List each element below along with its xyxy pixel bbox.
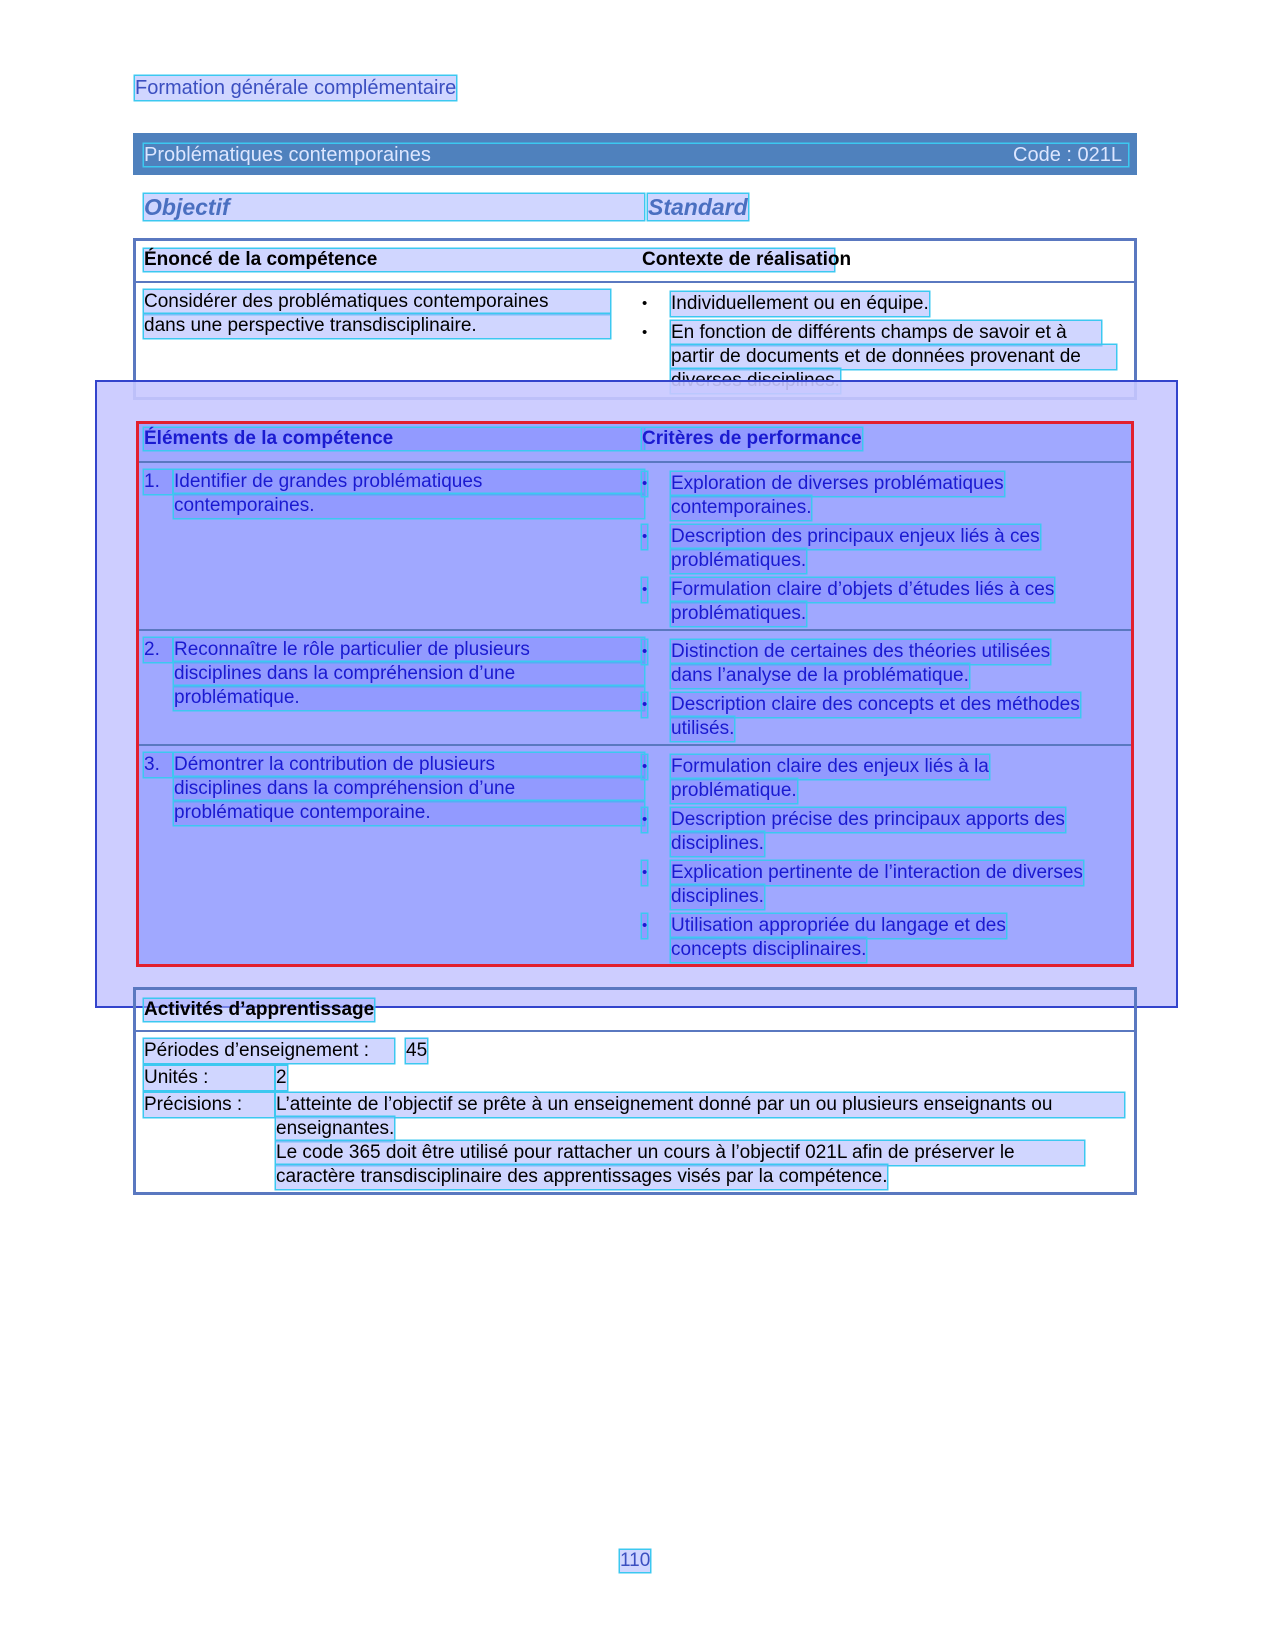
periods-label: Périodes d’enseignement :	[144, 1039, 394, 1063]
criteria-line: contemporaines.	[671, 497, 812, 518]
element-line: problématique.	[174, 686, 644, 710]
criteria-line: Explication pertinente de l’interaction de diverses	[671, 862, 1083, 883]
element-line: disciplines dans la compréhension d’une	[174, 662, 644, 686]
element-line: contemporaines.	[174, 494, 644, 518]
criteria-bullet: •	[642, 861, 647, 885]
precisions-label: Précisions :	[144, 1093, 274, 1117]
enonce-line-1: Considérer des problématiques contemporaines	[144, 290, 610, 314]
precisions-line: Le code 365 doit être utilisé pour rattacher un cours à l’objectif 021L afin de préserver le	[276, 1141, 1084, 1165]
criteria-line: Formulation claire des enjeux liés à la	[671, 756, 989, 777]
periods-value: 45	[406, 1040, 428, 1061]
criteria-line: Exploration de diverses problématiques	[671, 473, 1004, 494]
course-title: Problématiques contemporaines	[144, 144, 431, 166]
contexte-item-line: En fonction de différents champs de savoir et à	[671, 321, 1101, 345]
contexte-bullet: •	[642, 324, 648, 341]
activities-box-divider	[136, 1030, 1134, 1032]
competence-box-divider	[136, 281, 1134, 283]
course-title-bar-label	[144, 144, 1128, 166]
criteria-header: Critères de performance	[642, 428, 862, 449]
criteria-line: Description des principaux enjeux liés à ces	[671, 526, 1040, 547]
contexte-item-line: Individuellement ou en équipe.	[671, 293, 929, 314]
enonce-line-2: dans une perspective transdisciplinaire.	[144, 314, 610, 338]
element-line: Démontrer la contribution de plusieurs	[174, 753, 644, 777]
criteria-line: Description claire des concepts et des méthodes	[671, 694, 1080, 715]
element-line: Identifier de grandes problématiques	[174, 470, 644, 494]
document-section-title: Formation générale complémentaire	[135, 77, 457, 99]
criteria-bullet: •	[642, 808, 647, 832]
criteria-bullet: •	[642, 578, 647, 602]
element-line: problématique contemporaine.	[174, 801, 644, 825]
element-number: 1.	[144, 470, 172, 494]
criteria-line: problématiques.	[671, 603, 807, 624]
elements-row-divider	[139, 744, 1131, 746]
element-number: 3.	[144, 753, 172, 777]
course-code: Code : 021L	[1013, 144, 1122, 166]
contexte-bullet: •	[642, 295, 648, 312]
criteria-line: concepts disciplinaires.	[671, 939, 867, 960]
contexte-header: Contexte de réalisation	[642, 249, 852, 270]
criteria-line: Distinction de certaines des théories utilisées	[671, 641, 1051, 662]
objective-label: Objectif	[144, 194, 644, 220]
criteria-line: problématiques.	[671, 550, 807, 571]
contexte-item-line: partir de documents et de données provenant de	[671, 345, 1116, 369]
criteria-bullet: •	[642, 472, 647, 496]
units-label: Unités :	[144, 1066, 274, 1090]
criteria-line: disciplines.	[671, 886, 764, 907]
criteria-line: Description précise des principaux apports des	[671, 809, 1065, 830]
criteria-bullet: •	[642, 755, 647, 779]
criteria-bullet: •	[642, 525, 647, 549]
criteria-line: Formulation claire d’objets d’études liés à ces	[671, 579, 1055, 600]
criteria-bullet: •	[642, 693, 647, 717]
precisions-line: enseignantes.	[276, 1118, 395, 1139]
criteria-line: problématique.	[671, 780, 797, 801]
criteria-bullet: •	[642, 640, 647, 664]
units-value: 2	[276, 1067, 287, 1088]
criteria-line: dans l’analyse de la problématique.	[671, 665, 969, 686]
elements-row-divider	[139, 629, 1131, 631]
elements-header: Éléments de la compétence	[144, 428, 644, 450]
element-number: 2.	[144, 638, 172, 662]
criteria-bullet: •	[642, 914, 647, 938]
criteria-line: utilisés.	[671, 718, 735, 739]
element-line: disciplines dans la compréhension d’une	[174, 777, 644, 801]
enonce-header: Énoncé de la compétence	[144, 249, 378, 270]
precisions-line: L’atteinte de l’objectif se prête à un enseignement donné par un ou plusieurs enseignants ou	[276, 1093, 1124, 1117]
activities-header: Activités d’apprentissage	[144, 999, 375, 1020]
element-line: Reconnaître le rôle particulier de plusieurs	[174, 638, 644, 662]
precisions-line: caractère transdisciplinaire des apprentissages visés par la compétence.	[276, 1166, 888, 1187]
criteria-line: disciplines.	[671, 833, 764, 854]
elements-header-divider	[139, 461, 1131, 463]
criteria-line: Utilisation appropriée du langage et des	[671, 915, 1006, 936]
page-number: 110	[620, 1550, 651, 1571]
standard-label: Standard	[648, 194, 748, 220]
